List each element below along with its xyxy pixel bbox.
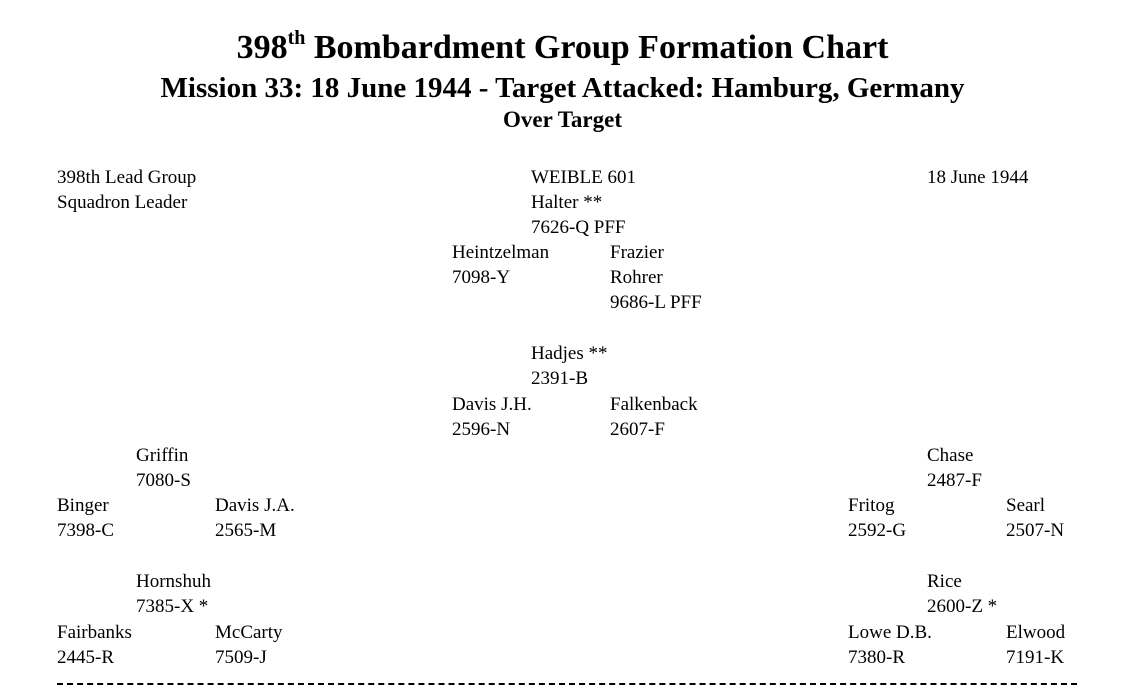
right-lower-left-aircraft: 7380-R (848, 647, 905, 668)
slot-right-aircraft: 2607-F (610, 419, 665, 440)
date-label: 18 June 1944 (927, 167, 1029, 188)
left-upper-lead-aircraft: 7080-S (136, 470, 191, 491)
slot-left-aircraft: 2596-N (452, 419, 511, 440)
right-upper-left-aircraft: 2592-G (848, 520, 907, 541)
left-lower-right-aircraft: 7509-J (215, 647, 267, 668)
left-lower-right-name: McCarty (215, 622, 283, 643)
chart-title (0, 26, 1125, 70)
position-subtitle: Over Target (502, 107, 623, 132)
leader-aircraft: 7626-Q PFF (531, 217, 626, 238)
right-lower-lead-name: Rice (927, 571, 962, 592)
left-upper-lead-name: Griffin (136, 445, 189, 466)
right-lower-right-aircraft: 7191-K (1006, 647, 1065, 668)
chart-title-ordinal: th (287, 27, 306, 49)
leader-pilot: Halter ** (531, 192, 603, 213)
right-wing-aircraft: 9686-L PFF (610, 292, 702, 313)
left-upper-right-name: Davis J.A. (215, 495, 295, 516)
right-upper-left-name: Fritog (848, 495, 895, 516)
left-lower-left-aircraft: 2445-R (57, 647, 114, 668)
chart-title-text: Bombardment Group Formation Chart (305, 29, 889, 66)
left-upper-left-name: Binger (57, 495, 109, 516)
right-upper-right-aircraft: 2507-N (1006, 520, 1065, 541)
left-lower-lead-aircraft: 7385-X * (136, 596, 209, 617)
group-label: 398th Lead Group (57, 167, 197, 188)
dashed-divider (57, 683, 1077, 685)
mission-subtitle: Mission 33: 18 June 1944 - Target Attacked: Hamburg, Germany (160, 72, 965, 104)
slot-lead-name: Hadjes ** (531, 343, 608, 364)
right-upper-lead-name: Chase (927, 445, 974, 466)
right-upper-right-name: Searl (1006, 495, 1046, 516)
slot-left-name: Davis J.H. (452, 394, 532, 415)
slot-right-name: Falkenback (610, 394, 698, 415)
left-lower-lead-name: Hornshuh (136, 571, 211, 592)
left-lower-left-name: Fairbanks (57, 622, 132, 643)
slot-lead-aircraft: 2391-B (531, 368, 588, 389)
left-upper-right-aircraft: 2565-M (215, 520, 277, 541)
right-wing-name: Frazier (610, 242, 664, 263)
right-upper-lead-aircraft: 2487-F (927, 470, 982, 491)
right-wing-pilot: Rohrer (610, 267, 663, 288)
chart-title-number: 398 (236, 29, 288, 66)
role-label: Squadron Leader (57, 192, 188, 213)
right-lower-left-name: Lowe D.B. (848, 622, 932, 643)
leader-name: WEIBLE 601 (531, 167, 637, 188)
left-wing-aircraft: 7098-Y (452, 267, 511, 288)
right-lower-right-name: Elwood (1006, 622, 1066, 643)
left-upper-left-aircraft: 7398-C (57, 520, 114, 541)
right-lower-lead-aircraft: 2600-Z * (927, 596, 998, 617)
left-wing-name: Heintzelman (452, 242, 550, 263)
